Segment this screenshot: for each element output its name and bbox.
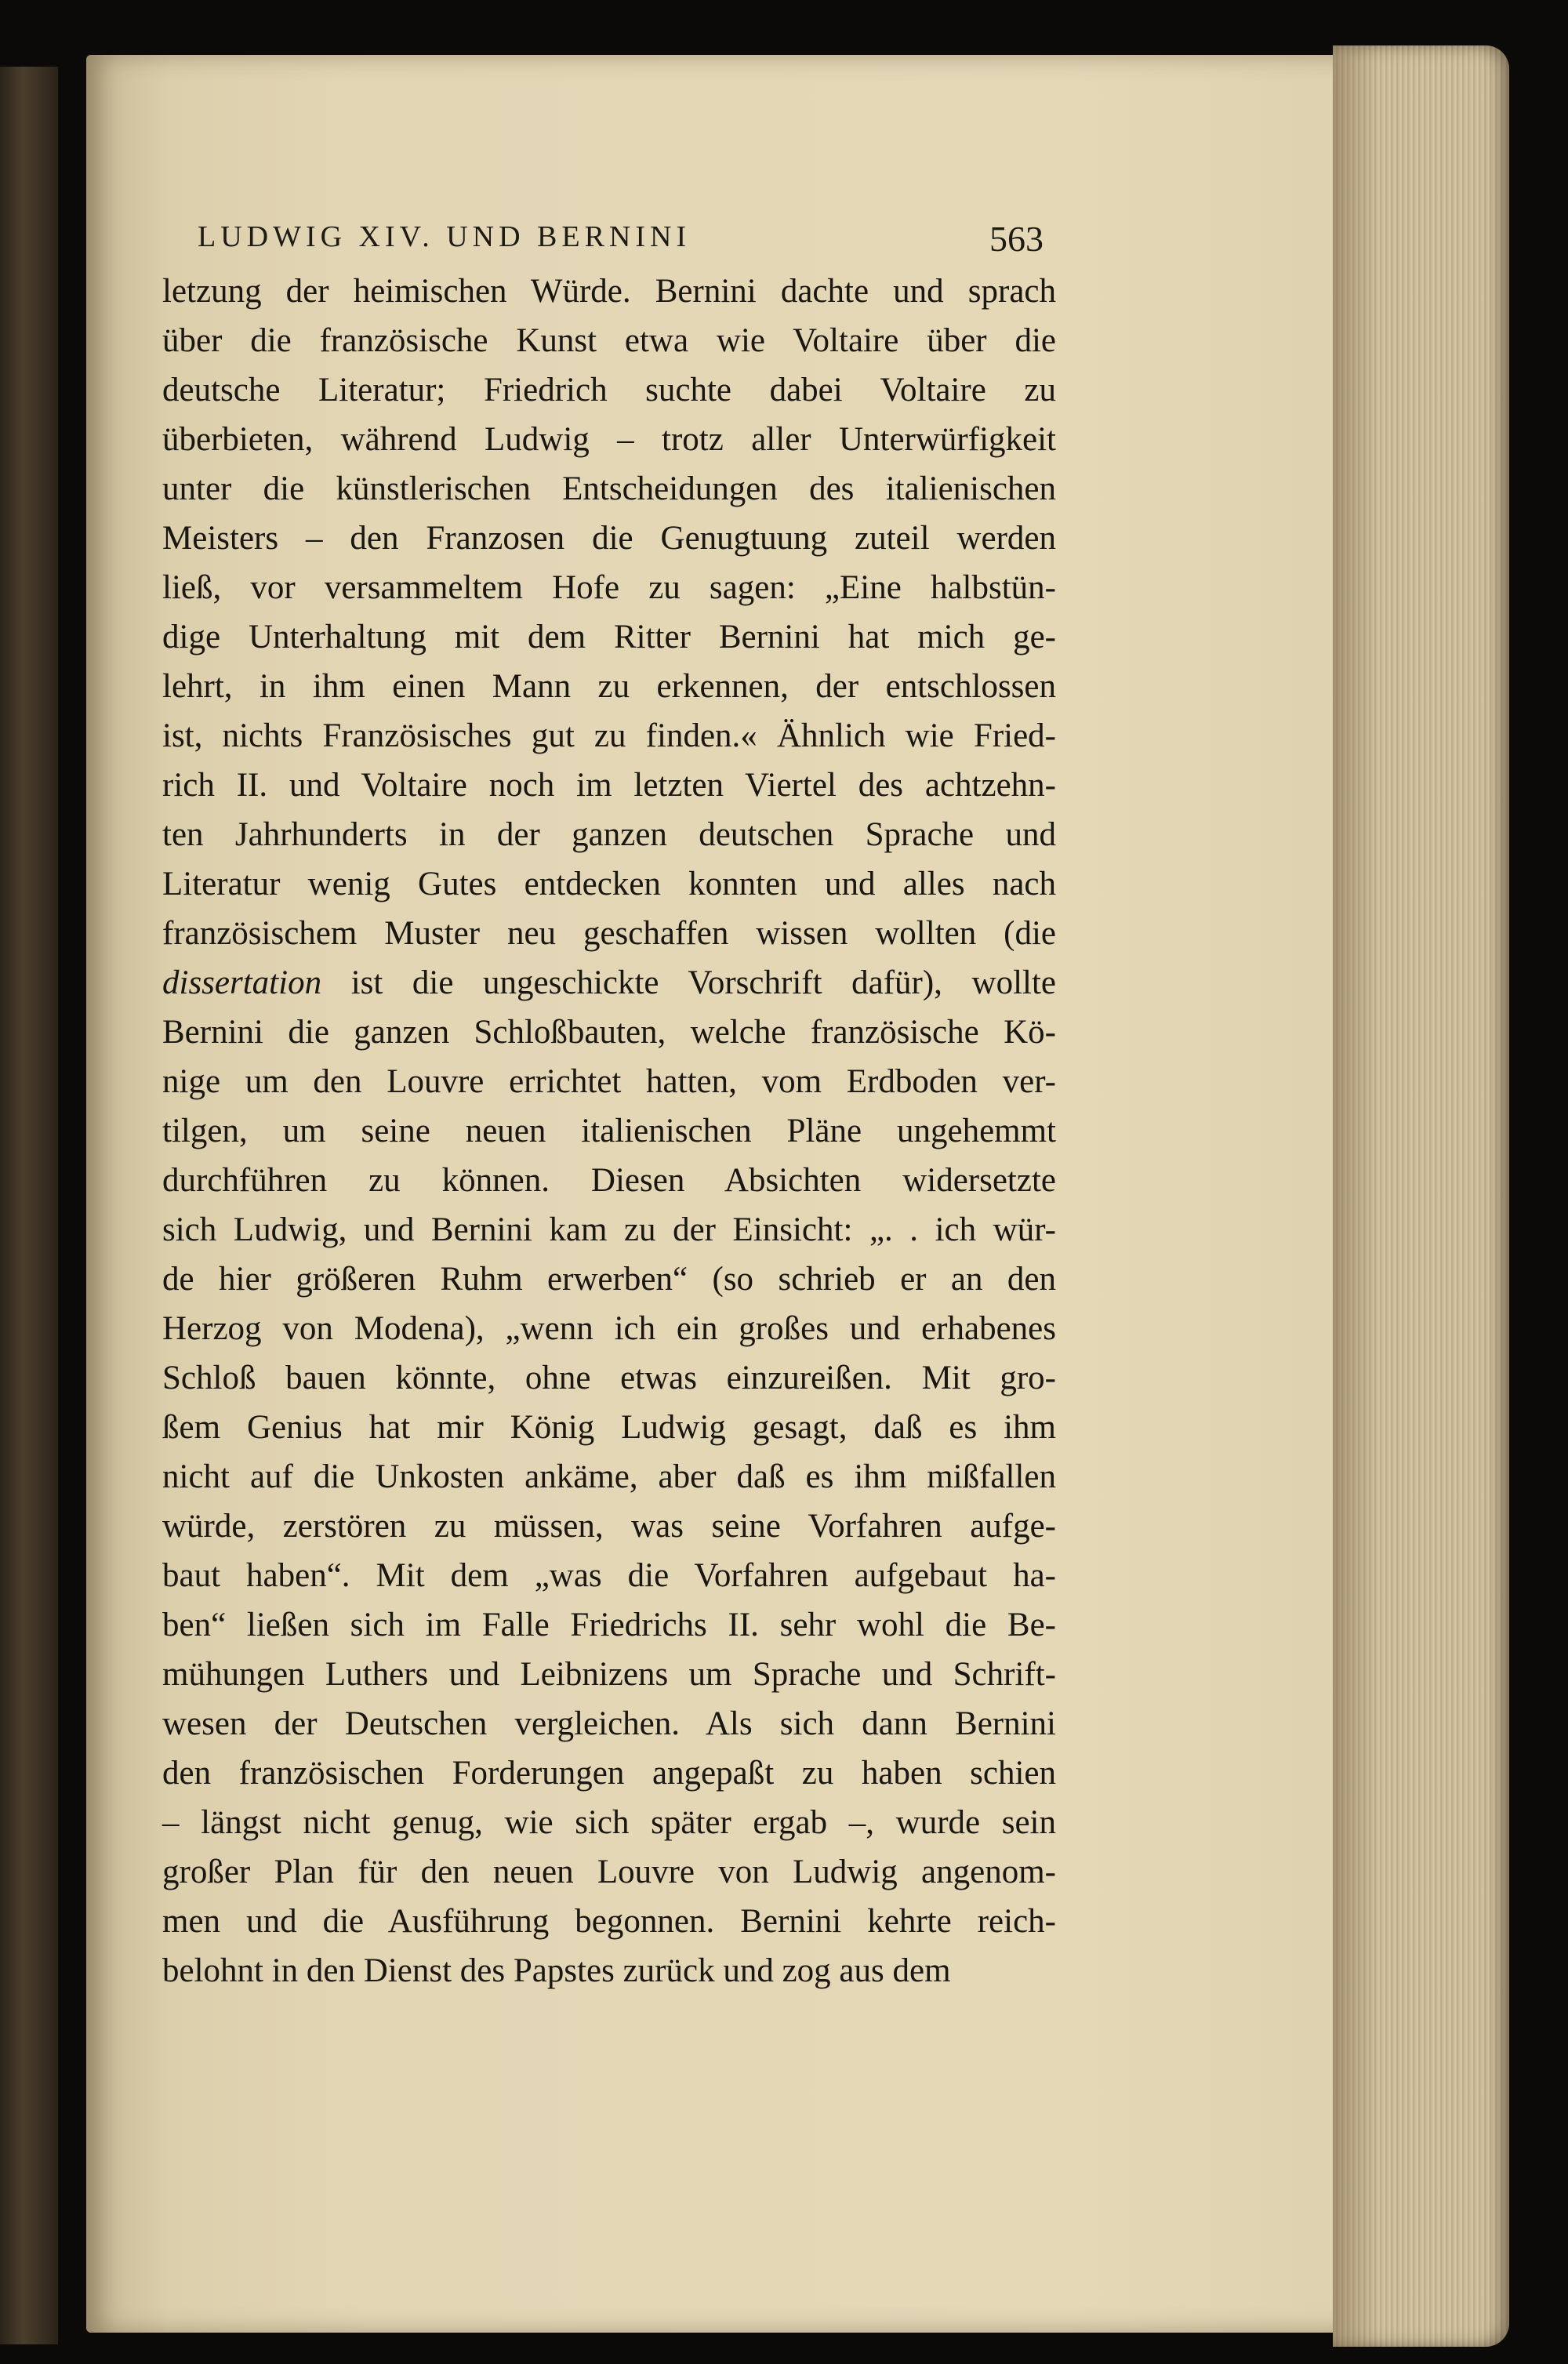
text-line: nige um den Louvre errichtet hatten, vom Erdboden ver- <box>162 1063 1056 1100</box>
text-line: mühungen Luthers und Leibnizens um Sprache und Schrift- <box>162 1656 1056 1693</box>
text-line: würde, zerstören zu müssen, was seine Vorfahren aufge- <box>162 1508 1056 1545</box>
text-line: ßem Genius hat mir König Ludwig gesagt, daß es ihm <box>162 1409 1056 1446</box>
text-line: belohnt in den Dienst des Papstes zurück und zog aus dem <box>162 1952 951 1989</box>
text-line: Herzog von Modena), „wenn ich ein großes und erhabenes <box>162 1310 1056 1347</box>
text-line: rich II. und Voltaire noch im letzten Viertel des achtzehn- <box>162 767 1056 804</box>
page-edge-shadow <box>1333 45 1380 2347</box>
text-line: wesen der Deutschen vergleichen. Als sich dann Bernini <box>162 1705 1056 1742</box>
text-line: französischem Muster neu geschaffen wissen wollten (die <box>162 915 1056 952</box>
text-line: Bernini die ganzen Schloßbauten, welche französische Kö- <box>162 1014 1056 1051</box>
text-line: ben“ ließen sich im Falle Friedrichs II. sehr wohl die Be- <box>162 1607 1056 1643</box>
text-line: letzung der heimischen Würde. Bernini dachte und sprach <box>162 273 1056 310</box>
text-line: dige Unterhaltung mit dem Ritter Bernini hat mich ge- <box>162 619 1056 655</box>
text-line: Schloß bauen könnte, ohne etwas einzureißen. Mit gro- <box>162 1360 1056 1396</box>
facing-page-edge <box>0 67 58 2344</box>
page-number: 563 <box>989 219 1044 259</box>
text-line: nicht auf die Unkosten ankäme, aber daß es ihm mißfallen <box>162 1458 1056 1495</box>
text-line-with-italic <box>162 958 1056 1008</box>
text-line: den französischen Forderungen angepaßt zu haben schien <box>162 1755 1056 1792</box>
text-line: – längst nicht genug, wie sich später ergab –, wurde sein <box>162 1804 1056 1841</box>
text-line: ließ, vor versammeltem Hofe zu sagen: „Eine halbstün- <box>162 569 1056 606</box>
text-line: deutsche Literatur; Friedrich suchte dabei Voltaire zu <box>162 372 1056 409</box>
text-line-rest: ist die ungeschickte Vorschrift dafür), wollte <box>350 964 1057 1001</box>
text-line: ist, nichts Französisches gut zu finden.« Ähnlich wie Fried- <box>162 717 1056 754</box>
text-line: über die französische Kunst etwa wie Voltaire über die <box>162 322 1056 359</box>
text-line: tilgen, um seine neuen italienischen Pläne ungehemmt <box>162 1113 1056 1149</box>
text-line: unter die künstlerischen Entscheidungen des italienischen <box>162 470 1056 507</box>
running-title: LUDWIG XIV. UND BERNINI <box>198 220 691 253</box>
text-line: baut haben“. Mit dem „was die Vorfahren aufgebaut ha- <box>162 1557 1056 1594</box>
text-line: men und die Ausführung begonnen. Bernini kehrte reich- <box>162 1903 1056 1940</box>
text-line: sich Ludwig, und Bernini kam zu der Einsicht: „. . ich wür- <box>162 1211 1056 1248</box>
italic-term: dissertation <box>162 964 322 1001</box>
text-line: Meisters – den Franzosen die Genugtuung zuteil werden <box>162 520 1056 557</box>
text-line: de hier größeren Ruhm erwerben“ (so schrieb er an den <box>162 1261 1056 1298</box>
text-line: ten Jahrhunderts in der ganzen deutschen Sprache und <box>162 816 1056 853</box>
text-line: großer Plan für den neuen Louvre von Ludwig angenom- <box>162 1854 1056 1890</box>
text-line: überbieten, während Ludwig – trotz aller Unterwürfigkeit <box>162 421 1056 458</box>
text-line: lehrt, in ihm einen Mann zu erkennen, der entschlossen <box>162 668 1056 705</box>
text-line: Literatur wenig Gutes entdecken konnten und alles nach <box>162 866 1056 902</box>
text-line: durchführen zu können. Diesen Absichten widersetzte <box>162 1162 1056 1199</box>
